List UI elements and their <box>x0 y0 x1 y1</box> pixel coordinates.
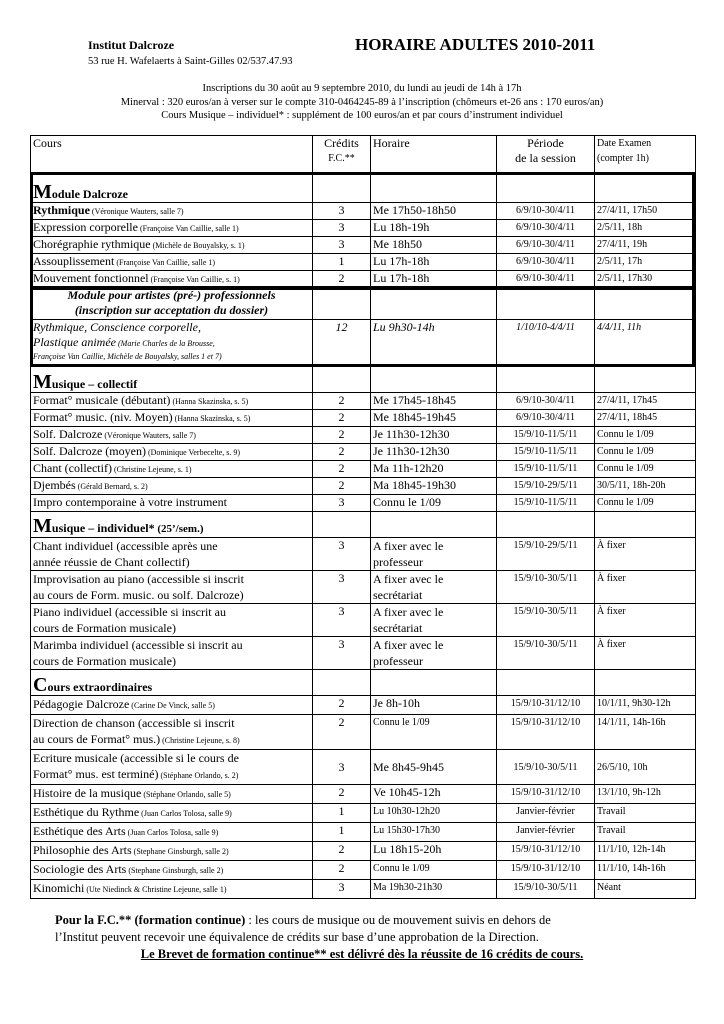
course-schedule: Me 17h50-18h50 <box>371 203 497 220</box>
course-period: Janvier-février <box>497 804 595 823</box>
footer-line-1 <box>0 912 724 929</box>
course-exam: 13/1/10, 9h-12h <box>595 785 696 804</box>
course-exam: 11/1/10, 14h-16h <box>595 861 696 880</box>
course-credits: 2 <box>313 393 371 410</box>
course-instructor: (Gérald Bernard, s. 2) <box>75 482 148 491</box>
course-credits: 2 <box>313 842 371 861</box>
section-empty-cell <box>497 366 595 393</box>
course-schedule: Lu 15h30-17h30 <box>371 823 497 842</box>
course-instructor: (Stephane Ginsburgh, salle 2) <box>126 866 224 875</box>
course-period: 15/9/10-11/5/11 <box>497 427 595 444</box>
course-name-l2 <box>33 731 310 749</box>
header-examen <box>595 136 696 173</box>
course-credits: 1 <box>313 254 371 271</box>
course-period: 15/9/10-31/12/10 <box>497 715 595 750</box>
course-row <box>31 785 696 804</box>
section-empty-cell <box>595 366 696 393</box>
course-schedule-l2: professeur <box>373 654 423 668</box>
course-row <box>31 823 696 842</box>
course-name-cell <box>31 393 313 410</box>
section-empty-cell <box>497 173 595 203</box>
course-name-cell <box>31 271 313 288</box>
course-credits: 2 <box>313 715 371 750</box>
course-row <box>31 637 696 670</box>
course-name-l1 <box>33 861 310 879</box>
course-name-cell <box>31 461 313 478</box>
header-cours: Cours <box>31 136 313 173</box>
header-credits-sub: F.C.** <box>328 153 355 164</box>
module-pro-credits: 12 <box>313 320 371 366</box>
course-schedule: Me 18h50 <box>371 237 497 254</box>
course-name: Direction de chanson (accessible si inscrit <box>33 716 235 730</box>
course-name-l1 <box>33 804 310 822</box>
course-row <box>31 271 696 288</box>
module-pro-header-row <box>31 288 696 320</box>
institute-name: Institut Dalcroze <box>88 38 175 52</box>
info-line-inscriptions: Inscriptions du 30 août au 9 septembre 2010, du lundi au jeudi de 14h à 17h <box>202 83 522 94</box>
course-name: Mouvement fonctionnel <box>33 271 149 285</box>
header-credits <box>313 136 371 173</box>
course-period: 15/9/10-31/12/10 <box>497 696 595 715</box>
course-credits: 3 <box>313 538 371 571</box>
module-pro-course <box>31 320 313 366</box>
module-pro-empty-cell <box>497 288 595 320</box>
section-title-extra <box>31 670 313 696</box>
course-schedule: Me 18h45-19h45 <box>371 410 497 427</box>
course-credits: 1 <box>313 804 371 823</box>
module-pro-course-name: Plastique animée <box>33 335 116 349</box>
course-instructor: (Véronique Wauters, salle 7) <box>102 431 196 440</box>
course-exam: À fixer <box>595 538 696 571</box>
course-row <box>31 237 696 254</box>
section-row-extra <box>31 670 696 696</box>
course-name: Assouplissement <box>33 254 115 268</box>
course-name-l2 <box>33 766 310 784</box>
section-row-collectif <box>31 366 696 393</box>
course-exam: Néant <box>595 880 696 899</box>
course-exam: Connu le 1/09 <box>595 495 696 512</box>
course-row <box>31 444 696 461</box>
course-exam: 10/1/11, 9h30-12h <box>595 696 696 715</box>
course-period: Janvier-février <box>497 823 595 842</box>
course-instructor: (Juan Carlos Tolosa, salle 9) <box>125 828 219 837</box>
section-empty-cell <box>595 173 696 203</box>
table-header-row <box>31 136 696 173</box>
course-instructor: (Françoise Van Caillie, salle 1) <box>114 258 216 267</box>
course-row <box>31 804 696 823</box>
section-rest: usique – individuel* <box>51 521 155 535</box>
course-credits: 3 <box>313 637 371 670</box>
course-credits: 3 <box>313 571 371 604</box>
course-exam: À fixer <box>595 637 696 670</box>
section-row-dalcroze <box>31 173 696 203</box>
course-name-cell <box>31 254 313 271</box>
course-period: 6/9/10-30/4/11 <box>497 271 595 288</box>
course-schedule: Ma 19h30-21h30 <box>371 880 497 899</box>
course-exam: 2/5/11, 17h <box>595 254 696 271</box>
course-name-l1 <box>33 842 310 860</box>
footer-line-2: l’Institut peuvent recevoir une équivalence de crédits sur base d’une approbation de la Direction. <box>55 930 539 944</box>
course-row <box>31 254 696 271</box>
course-name-l1: Chant individuel (accessible après une <box>33 539 218 553</box>
course-schedule: Connu le 1/09 <box>371 861 497 880</box>
course-instructor: (Christine Lejeune, s. 1) <box>111 465 192 474</box>
module-pro-line1: Module pour artistes (pré-) professionnels <box>67 288 276 302</box>
course-period: 15/9/10-29/5/11 <box>497 478 595 495</box>
course-name: Rythmique <box>33 203 90 217</box>
header-horaire: Horaire <box>371 136 497 173</box>
course-exam: Travail <box>595 823 696 842</box>
course-exam: 2/5/11, 18h <box>595 220 696 237</box>
course-schedule-l1: A fixer avec le <box>373 638 444 652</box>
module-pro-title <box>31 288 313 320</box>
course-schedule: Lu 18h-19h <box>371 220 497 237</box>
footer-brevet: Le Brevet de formation continue** est délivré dès la réussite de 16 crédits de cours. <box>140 947 584 961</box>
course-schedule <box>371 538 497 571</box>
course-name-cell <box>31 715 313 750</box>
course-name: Esthétique des Arts <box>33 824 126 838</box>
course-credits: 2 <box>313 785 371 804</box>
course-name: Esthétique du Rythme <box>33 805 140 819</box>
module-pro-course-l1: Rythmique, Conscience corporelle, <box>33 320 201 334</box>
course-period: 6/9/10-30/4/11 <box>497 237 595 254</box>
course-exam: 2/5/11, 17h30 <box>595 271 696 288</box>
info-line-supplement: Cours Musique – individuel* : supplément de 100 euros/an et par cours d’instrument individuel <box>161 110 563 121</box>
course-name: Ecriture musicale (accessible si le cours de <box>33 751 239 765</box>
course-name: Expression corporelle <box>33 220 138 234</box>
section-title-dalcroze <box>31 173 313 203</box>
section-empty-cell <box>497 670 595 696</box>
course-name: Chorégraphie rythmique <box>33 237 151 251</box>
course-schedule-l1: A fixer avec le <box>373 605 444 619</box>
header-periode-sub: de la session <box>515 151 576 165</box>
course-name: Solf. Dalcroze <box>33 427 103 441</box>
course-instructor: (Christine Lejeune, s. 8) <box>160 736 240 745</box>
course-name: Kinomichi <box>33 881 85 895</box>
course-name-cell <box>31 571 313 604</box>
course-period: 6/9/10-30/4/11 <box>497 410 595 427</box>
course-row <box>31 461 696 478</box>
module-pro-instructors: (Marie Charles de la Brousse, <box>115 339 215 348</box>
course-period: 6/9/10-30/4/11 <box>497 220 595 237</box>
course-name-cell <box>31 804 313 823</box>
course-instructor: (Véronique Wauters, salle 7) <box>89 207 184 216</box>
course-period: 15/9/10-30/5/11 <box>497 750 595 785</box>
course-schedule: Ma 11h-12h20 <box>371 461 497 478</box>
module-pro-course-row <box>31 320 696 366</box>
course-schedule-l2: secrétariat <box>373 588 423 602</box>
course-credits: 2 <box>313 478 371 495</box>
course-name: Sociologie des Arts <box>33 862 127 876</box>
course-period: 15/9/10-29/5/11 <box>497 538 595 571</box>
course-period: 15/9/10-11/5/11 <box>497 444 595 461</box>
course-name-cell <box>31 220 313 237</box>
course-instructor: (Françoise Van Caillie, s. 1) <box>148 275 240 284</box>
section-title-individuel <box>31 512 313 538</box>
course-period: 15/9/10-30/5/11 <box>497 571 595 604</box>
course-exam: 11/1/10, 12h-14h <box>595 842 696 861</box>
module-pro-course-l2 <box>33 335 310 351</box>
course-credits: 3 <box>313 495 371 512</box>
course-exam: Connu le 1/09 <box>595 444 696 461</box>
header-credits-label: Crédits <box>324 136 359 150</box>
course-credits: 2 <box>313 410 371 427</box>
course-schedule <box>371 571 497 604</box>
course-row <box>31 750 696 785</box>
section-empty-cell <box>595 512 696 538</box>
course-name: Chant (collectif) <box>33 461 112 475</box>
course-exam: 26/5/10, 10h <box>595 750 696 785</box>
course-period: 15/9/10-30/5/11 <box>497 604 595 637</box>
course-name-l1: Improvisation au piano (accessible si inscrit <box>33 572 244 586</box>
course-period: 15/9/10-30/5/11 <box>497 880 595 899</box>
course-credits: 1 <box>313 823 371 842</box>
section-empty-cell <box>595 670 696 696</box>
course-schedule: Me 17h45-18h45 <box>371 393 497 410</box>
course-instructor: (Stephane Ginsburgh, salle 2) <box>131 847 229 856</box>
course-credits: 3 <box>313 220 371 237</box>
course-instructor: (Ute Niedinck & Christine Lejeune, salle 1) <box>84 885 227 894</box>
section-row-individuel <box>31 512 696 538</box>
module-pro-instructors-2: Françoise Van Caillie, Michèle de Bouyalsky, salles 1 et 7) <box>33 352 222 361</box>
module-pro-exam: 4/4/11, 11h <box>595 320 696 366</box>
course-row <box>31 203 696 220</box>
course-period: 15/9/10-31/12/10 <box>497 842 595 861</box>
course-name-cell <box>31 495 313 512</box>
course-row <box>31 220 696 237</box>
course-credits: 2 <box>313 696 371 715</box>
course-row <box>31 538 696 571</box>
course-name-l1 <box>33 750 310 766</box>
course-credits: 2 <box>313 444 371 461</box>
schedule-table <box>30 135 696 899</box>
course-credits: 2 <box>313 861 371 880</box>
section-empty-cell <box>371 512 497 538</box>
course-schedule-l1: A fixer avec le <box>373 539 444 553</box>
course-credits: 3 <box>313 880 371 899</box>
course-credits: 3 <box>313 203 371 220</box>
course-schedule-l1: A fixer avec le <box>373 572 444 586</box>
section-empty-cell <box>313 512 371 538</box>
header-periode-label: Période <box>527 136 564 150</box>
course-schedule: Je 11h30-12h30 <box>371 444 497 461</box>
course-schedule-l2: professeur <box>373 555 423 569</box>
course-credits: 3 <box>313 237 371 254</box>
course-row <box>31 478 696 495</box>
course-name: Histoire de la musique <box>33 786 142 800</box>
course-schedule: Je 8h-10h <box>371 696 497 715</box>
course-name: Impro contemporaine à votre instrument <box>33 495 227 509</box>
course-name-cell <box>31 237 313 254</box>
module-pro-period: 1/10/10-4/4/11 <box>497 320 595 366</box>
footer-fc-label: Pour la F.C.** (formation continue) <box>55 913 246 927</box>
course-schedule: Lu 17h-18h <box>371 254 497 271</box>
course-name-l1: Marimba individuel (accessible si inscrit au <box>33 638 243 652</box>
course-exam: À fixer <box>595 604 696 637</box>
course-period: 15/9/10-11/5/11 <box>497 461 595 478</box>
course-name-l1 <box>33 880 310 898</box>
module-pro-empty-cell <box>313 288 371 320</box>
section-note: (25’/sem.) <box>154 523 204 535</box>
course-name-l1 <box>33 785 310 803</box>
section-empty-cell <box>497 512 595 538</box>
module-pro-line2: (inscription sur acceptation du dossier) <box>74 303 269 317</box>
course-schedule: Ma 18h45-19h30 <box>371 478 497 495</box>
course-period: 15/9/10-31/12/10 <box>497 861 595 880</box>
course-credits: 2 <box>313 427 371 444</box>
course-period: 6/9/10-30/4/11 <box>497 254 595 271</box>
course-exam: Connu le 1/09 <box>595 461 696 478</box>
course-row <box>31 495 696 512</box>
header-examen-label: Date Examen <box>597 138 652 149</box>
course-exam: Travail <box>595 804 696 823</box>
registration-info <box>30 82 694 123</box>
course-row <box>31 604 696 637</box>
section-initial: M <box>33 371 52 393</box>
course-credits: 3 <box>313 604 371 637</box>
course-period: 15/9/10-11/5/11 <box>497 495 595 512</box>
course-name-cell <box>31 785 313 804</box>
course-name-cell <box>31 203 313 220</box>
course-name-cell <box>31 410 313 427</box>
page-title: HORAIRE ADULTES 2010-2011 <box>355 35 596 54</box>
course-instructor: (Hanna Skazinska, s. 5) <box>172 414 251 423</box>
course-name-cont: Format° mus. est terminé) <box>33 767 159 781</box>
section-initial: M <box>33 515 52 537</box>
section-initial: C <box>33 674 48 696</box>
course-schedule <box>371 637 497 670</box>
course-schedule: Lu 17h-18h <box>371 271 497 288</box>
course-name: Pédagogie Dalcroze <box>33 697 130 711</box>
section-empty-cell <box>313 173 371 203</box>
course-name: Format° music. (niv. Moyen) <box>33 410 173 424</box>
course-name: Format° musicale (débutant) <box>33 393 171 407</box>
course-exam: 30/5/11, 18h-20h <box>595 478 696 495</box>
section-empty-cell <box>313 670 371 696</box>
course-name-cell <box>31 478 313 495</box>
course-credits: 2 <box>313 461 371 478</box>
course-exam: À fixer <box>595 571 696 604</box>
course-name-cell <box>31 861 313 880</box>
course-schedule: Me 8h45-9h45 <box>371 750 497 785</box>
course-credits: 3 <box>313 750 371 785</box>
course-exam: Connu le 1/09 <box>595 427 696 444</box>
course-row <box>31 571 696 604</box>
course-name-cell <box>31 538 313 571</box>
course-instructor: (Hanna Skazinska, s. 5) <box>170 397 249 406</box>
header-examen-sub: (compter 1h) <box>597 153 649 164</box>
course-row <box>31 696 696 715</box>
info-line-minerval: Minerval : 320 euros/an à verser sur le compte 310-0464245-89 à l’inscription (chômeurs et-26 ans : 170 euros/an) <box>120 96 604 108</box>
course-schedule: Lu 10h30-12h20 <box>371 804 497 823</box>
course-exam: 27/4/11, 18h45 <box>595 410 696 427</box>
course-instructor: (Stéphane Orlando, salle 5) <box>141 790 231 799</box>
module-pro-empty-cell <box>371 288 497 320</box>
section-rest: ours extraordinaires <box>47 680 153 694</box>
course-name-cell <box>31 637 313 670</box>
module-pro-schedule: Lu 9h30-14h <box>371 320 497 366</box>
section-empty-cell <box>371 366 497 393</box>
course-schedule: Connu le 1/09 <box>371 495 497 512</box>
course-name-cont: au cours de Format° mus.) <box>33 732 161 746</box>
footer-fc-text: : les cours de musique ou de mouvement suivis en dehors de <box>245 913 551 927</box>
course-instructor: (Carine De Vinck, salle 5) <box>129 701 215 710</box>
course-schedule-l2: secrétariat <box>373 621 423 635</box>
course-period: 15/9/10-30/5/11 <box>497 637 595 670</box>
course-schedule: Je 11h30-12h30 <box>371 427 497 444</box>
course-instructor: (Juan Carlos Tolosa, salle 9) <box>139 809 232 818</box>
course-credits: 2 <box>313 271 371 288</box>
course-row <box>31 842 696 861</box>
course-name-cell <box>31 842 313 861</box>
course-name-l1 <box>33 823 310 841</box>
course-name: Philosophie des Arts <box>33 843 132 857</box>
course-name-cell <box>31 604 313 637</box>
course-name-cell <box>31 696 313 715</box>
course-name-l1 <box>33 696 310 714</box>
course-schedule: Connu le 1/09 <box>371 715 497 750</box>
course-exam: 27/4/11, 17h50 <box>595 203 696 220</box>
module-pro-empty-cell <box>595 288 696 320</box>
course-row <box>31 410 696 427</box>
course-name-l2: cours de Formation musicale) <box>33 654 176 668</box>
course-name-l2: au cours de Form. music. ou solf. Dalcroze) <box>33 588 244 602</box>
course-row <box>31 861 696 880</box>
section-rest: usique – collectif <box>51 377 138 391</box>
section-title-collectif <box>31 366 313 393</box>
institute-address: 53 rue H. Wafelaerts à Saint-Gilles 02/537.47.93 <box>88 56 293 67</box>
section-empty-cell <box>313 366 371 393</box>
course-row <box>31 715 696 750</box>
course-exam: 27/4/11, 17h45 <box>595 393 696 410</box>
course-period: 6/9/10-30/4/11 <box>497 203 595 220</box>
course-name-l1 <box>33 715 310 731</box>
course-name-cell <box>31 880 313 899</box>
course-exam: 27/4/11, 19h <box>595 237 696 254</box>
course-name-cell <box>31 750 313 785</box>
course-exam: 14/1/11, 14h-16h <box>595 715 696 750</box>
course-schedule: Ve 10h45-12h <box>371 785 497 804</box>
course-period: 15/9/10-31/12/10 <box>497 785 595 804</box>
header-periode <box>497 136 595 173</box>
section-empty-cell <box>371 173 497 203</box>
section-rest: odule Dalcroze <box>51 187 128 201</box>
course-name: Djembés <box>33 478 76 492</box>
course-row <box>31 393 696 410</box>
course-schedule <box>371 604 497 637</box>
course-row <box>31 880 696 899</box>
course-row <box>31 427 696 444</box>
section-empty-cell <box>371 670 497 696</box>
course-schedule: Lu 18h15-20h <box>371 842 497 861</box>
course-instructor: (Françoise Van Caillie, salle 1) <box>137 224 239 233</box>
course-period: 6/9/10-30/4/11 <box>497 393 595 410</box>
course-instructor: (Michèle de Bouyalsky, s. 1) <box>150 241 245 250</box>
course-name-l1: Piano individuel (accessible si inscrit au <box>33 605 226 619</box>
course-instructor: (Dominique Verbecelte, s. 9) <box>145 448 241 457</box>
course-name-cell <box>31 823 313 842</box>
course-name: Solf. Dalcroze (moyen) <box>33 444 146 458</box>
course-name-cell <box>31 427 313 444</box>
course-name-cell <box>31 444 313 461</box>
section-initial: M <box>33 181 52 203</box>
course-instructor: (Stéphane Orlando, s. 2) <box>158 771 239 780</box>
course-name-l2: cours de Formation musicale) <box>33 621 176 635</box>
footer-notes <box>0 912 724 963</box>
course-name-l2: année réussie de Chant collectif) <box>33 555 190 569</box>
